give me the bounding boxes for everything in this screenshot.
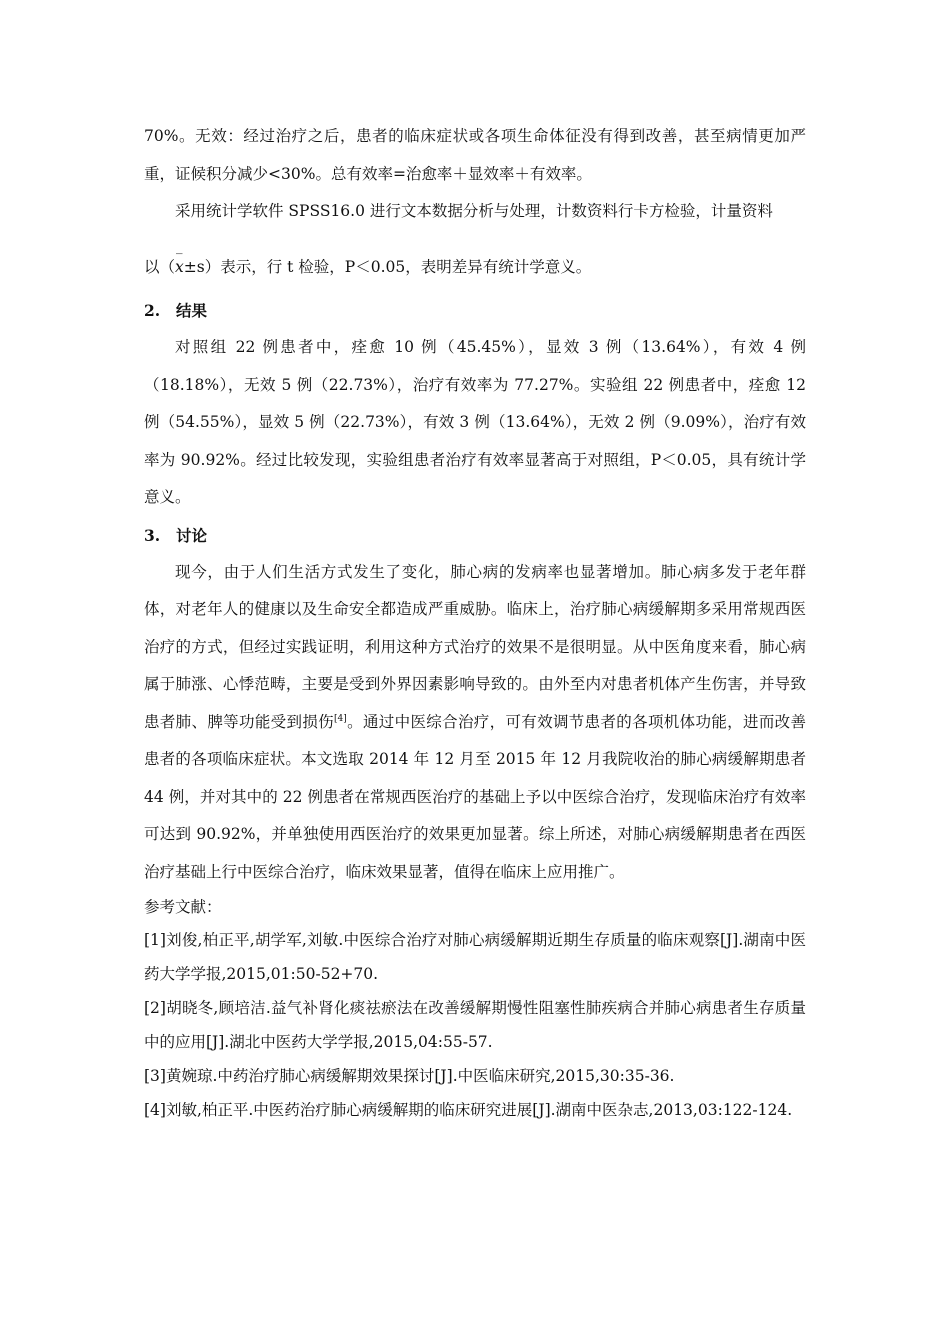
discussion-text-part-2: 。通过中医综合治疗，可有效调节患者的各项机体功能，进而改善患者的各项临床症状。本文选取 2014 年 12 月至 2015 年 12 月我院收治的肺心病缓解期患者 44 例，并对其中的 22 例患者在常规西医治疗的基础上予以中医综合治疗，发现临床治疗有效率可达到 90.92%，并单独使用西医治疗的效果更加显著。综上所述，对肺心病缓解期患者在西医治疗基础上行中医综合治疗，临床效果显著，值得在临床上应用推广。 xyxy=(144,712,806,881)
efficacy-criteria-paragraph: 70%。无效：经过治疗之后，患者的临床症状或各项生命体征没有得到改善，甚至病情更加严重，证候积分减少<30%。总有效率=治愈率＋显效率＋有效率。 xyxy=(144,127,806,183)
references-title: 参考文献： xyxy=(144,898,222,916)
results-heading-title: 结果 xyxy=(176,301,208,320)
paper-page xyxy=(144,118,806,1127)
mean-bar-mark: _ xyxy=(176,239,183,255)
mean-x-symbol xyxy=(175,239,184,287)
discussion-text-part-1: 现今，由于人们生活方式发生了变化，肺心病的发病率也显著增加。肺心病多发于老年群体，对老年人的健康以及生命安全都造成严重威胁。临床上，治疗肺心病缓解期多采用常规西医治疗的方式，但经过实践证明，利用这种方式治疗的效果不是很明显。从中医角度来看，肺心病属于肺涨、心悸范畴，主要是受到外界因素影响导致的。由外至内对患者机体产生伤害，并导致患者肺、脾等功能受到损伤 xyxy=(144,562,806,731)
results-heading-number: 2. xyxy=(144,301,161,320)
discussion-heading xyxy=(144,517,806,554)
reference-item-3: [3]黄婉琼.中药治疗肺心病缓解期效果探讨[J].中医临床研究,2015,30:35-36. xyxy=(144,1067,675,1085)
discussion-paragraph xyxy=(144,554,806,892)
reference-item-1: [1]刘俊,柏正平,胡学军,刘敏.中医综合治疗对肺心病缓解期近期生存质量的临床观察[J].湖南中医药大学学报,2015,01:50-52+70. xyxy=(144,931,806,983)
citation-marker: [4] xyxy=(334,713,347,724)
results-paragraph: 对照组 22 例患者中，痊愈 10 例（45.45%），显效 3 例（13.64%），有效 4 例（18.18%），无效 5 例（22.73%），治疗有效率为 77.27%。实验组 22 例患者中，痊愈 12 例（54.55%），显效 5 例（22.73%），有效 3 例（13.64%），无效 2 例（9.09%），治疗有效率为 90.92%。经过比较发现，实验组患者治疗有效率显著高于对照组，P＜0.05，具有统计学意义。 xyxy=(144,338,806,506)
mean-x-letter: x xyxy=(175,257,184,276)
reference-item-4: [4]刘敏,柏正平.中医药治疗肺心病缓解期的临床研究进展[J].湖南中医杂志,2013,03:122-124. xyxy=(144,1101,793,1119)
results-heading xyxy=(144,292,806,329)
discussion-heading-number: 3. xyxy=(144,525,161,545)
statistics-paragraph-line-1: 采用统计学软件 SPSS16.0 进行文本数据分析与处理，计数资料行卡方检验，计量资料 xyxy=(175,202,773,220)
statistics-paragraph-line-2 xyxy=(144,231,806,287)
reference-list xyxy=(144,923,806,1127)
discussion-heading-title: 讨论 xyxy=(176,525,208,545)
stats-text-after: ±s）表示，行 t 检验，P＜0.05，表明差异有统计学意义。 xyxy=(183,257,592,276)
stats-text-before: 以（ xyxy=(144,257,176,276)
reference-item-2: [2]胡晓冬,顾培洁.益气补肾化痰祛瘀法在改善缓解期慢性阻塞性肺疾病合并肺心病患者生存质量中的应用[J].湖北中医药大学学报,2015,04:55-57. xyxy=(144,999,806,1051)
